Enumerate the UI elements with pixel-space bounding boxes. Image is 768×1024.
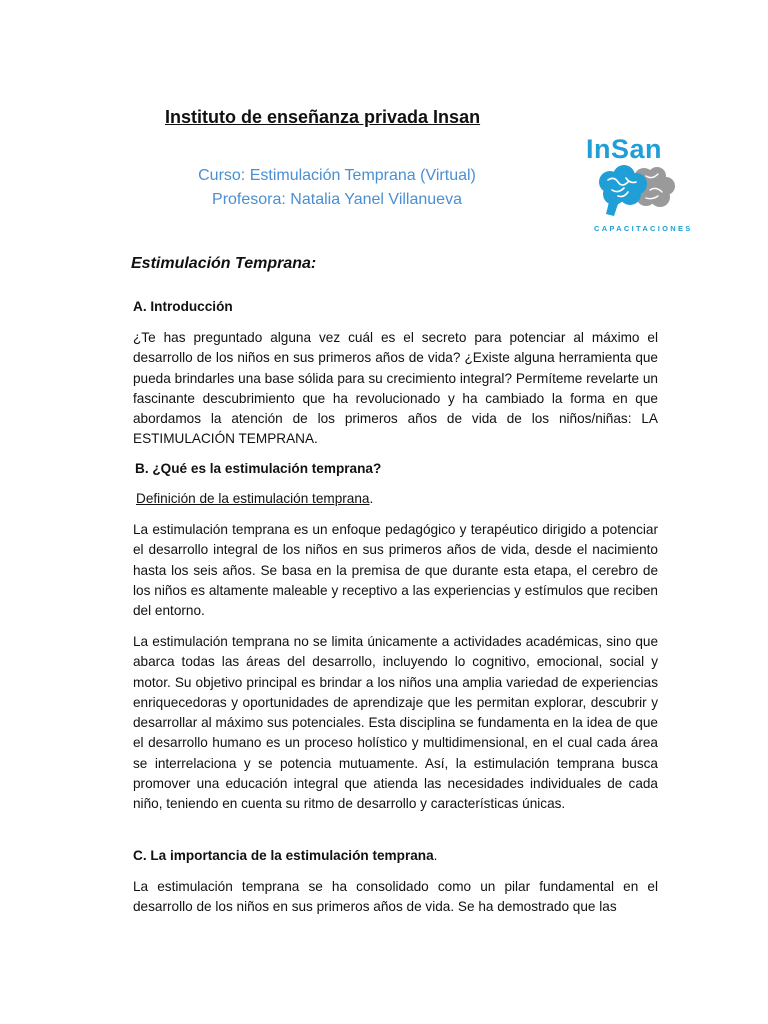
insan-logo [580,134,693,238]
teacher-name: Profesora: Natalia Yanel Villanueva [212,191,462,208]
heading-importancia-suffix: . [433,848,438,863]
section-heading: Estimulación Temprana: [131,255,317,272]
definition-link[interactable]: Definición de la estimulación temprana [136,491,370,506]
course-name: Curso: Estimulación Temprana (Virtual) [198,167,476,184]
brain-icon [596,164,678,222]
logo-subtitle: CAPACITACIONES [594,224,693,233]
paragraph-alcance: La estimulación temprana no se limita únicamente a actividades académicas, sino que abarca todas las áreas del desarrollo, incluyendo lo cognitivo, emocional, social y motor. Su objetivo principal es brindar a los niños una amplia variedad de experiencias enriquecedoras y oportunidades de aprendizaje que les permitan explorar, descubrir y desarrollar al máximo sus potenciales. Esta disciplina se fundamenta en la idea de que el desarrollo humano es un proceso holístico y multidimensional, en el cual cada área se interrelaciona y se potencia mutuamente. Así, la estimulación temprana busca promover una educación integral que atienda las necesidades individuales de cada niño, teniendo en cuenta su ritmo de desarrollo y características únicas. [133,634,658,812]
course-info [150,164,524,212]
paragraph-importancia: La estimulación temprana se ha consolidado como un pilar fundamental en el desarrollo de los niños en sus primeros años de vida. Se ha demostrado que las [133,879,658,915]
heading-introduccion: A. Introducción [133,299,233,314]
paragraph-introduccion: ¿Te has preguntado alguna vez cuál es el secreto para potenciar al máximo el desarrollo de los niños en sus primeros años de vida? ¿Existe alguna herramienta que pueda brindarles una base sólida para su crecimiento integral? Permíteme revelarte un fascinante descubrimiento que ha revolucionado y ha cambiado la forma en que abordamos la atención de los primeros años de vida de los niños/niñas: LA ESTIMULACIÓN TEMPRANA. [133,330,658,447]
paragraph-definicion: La estimulación temprana es un enfoque pedagógico y terapéutico dirigido a potenciar el desarrollo integral de los niños en sus primeros años de vida, desde el nacimiento hasta los seis años. Se basa en la premisa de que durante esta etapa, el cerebro de los niños es altamente maleable y receptivo a las experiencias y estímulos que reciben del entorno. [133,522,658,619]
heading-importancia-line [133,848,437,863]
institute-title: Instituto de enseñanza privada Insan [165,107,481,127]
definition-line [136,491,373,506]
definition-suffix: . [369,491,374,506]
heading-que-es: B. ¿Qué es la estimulación temprana? [135,461,382,476]
heading-importancia: C. La importancia de la estimulación temprana [133,848,434,863]
logo-wordmark: InSan [586,134,663,164]
